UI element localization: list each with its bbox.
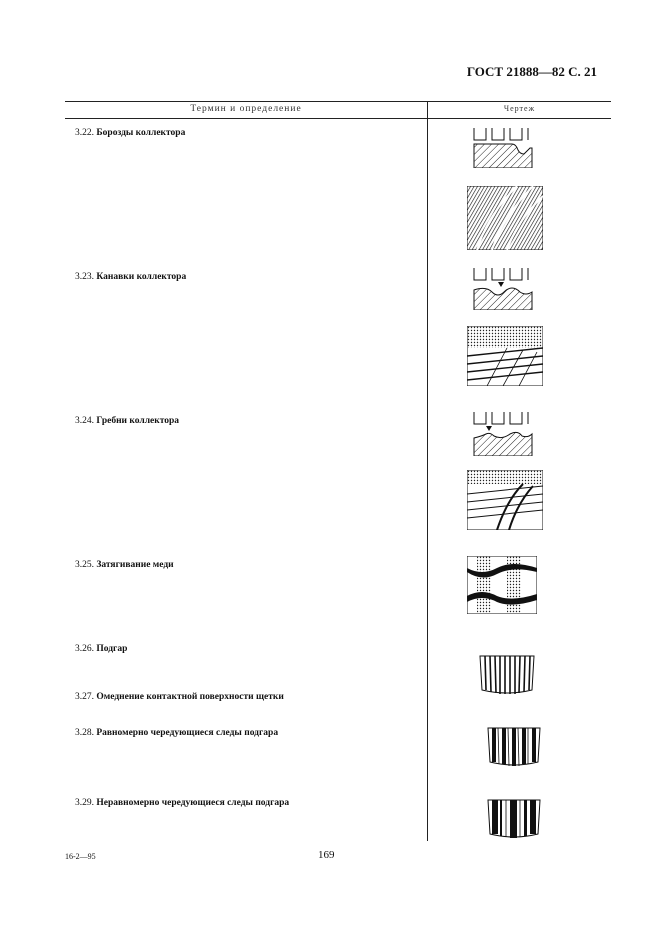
term-number: 3.26.	[75, 644, 94, 654]
term-number: 3.23.	[75, 272, 94, 282]
footer-code: 16-2—95	[65, 852, 96, 861]
term-3-25	[75, 560, 174, 570]
term-name: Гребни коллектора	[96, 416, 180, 426]
column-header-term: Термин и определение	[190, 104, 302, 114]
term-name: Неравномерно чередующиеся следы подгара	[96, 798, 290, 808]
channels-photo	[467, 326, 543, 386]
column-divider	[427, 101, 428, 841]
term-name: Подгар	[96, 644, 128, 654]
term-name: Омеднение контактной поверхности щетки	[96, 692, 284, 702]
term-name: Канавки коллектора	[96, 272, 187, 282]
table-header-rule	[65, 118, 611, 119]
copper-drag-drawing	[467, 556, 537, 614]
grooves-profile-drawing	[472, 128, 534, 168]
term-name: Борозды коллектора	[96, 128, 186, 138]
column-header-drawing: Чертеж	[503, 104, 536, 113]
term-number: 3.25.	[75, 560, 94, 570]
term-3-24	[75, 416, 179, 426]
grooves-photo	[467, 186, 543, 250]
burn-brush-drawing	[476, 652, 538, 696]
term-number: 3.22.	[75, 128, 94, 138]
term-name: Равномерно чередующиеся следы подгара	[96, 728, 279, 738]
term-3-28	[75, 728, 278, 738]
page-number: 169	[318, 849, 335, 861]
term-3-26	[75, 644, 127, 654]
term-3-29	[75, 798, 289, 808]
ridges-profile-drawing	[472, 412, 534, 456]
document-code: ГОСТ 21888—82 С. 21	[466, 64, 597, 79]
term-3-27	[75, 692, 284, 702]
uniform-burn-brush-drawing	[484, 724, 544, 768]
table-top-rule	[65, 101, 611, 102]
term-number: 3.24.	[75, 416, 94, 426]
term-3-22	[75, 128, 185, 138]
term-number: 3.27.	[75, 692, 94, 702]
term-number: 3.29.	[75, 798, 94, 808]
ridges-photo	[467, 470, 543, 530]
channels-profile-drawing	[472, 268, 534, 310]
term-3-23	[75, 272, 186, 282]
uneven-burn-brush-drawing	[484, 796, 544, 840]
term-name: Затягивание меди	[96, 560, 174, 570]
term-number: 3.28.	[75, 728, 94, 738]
